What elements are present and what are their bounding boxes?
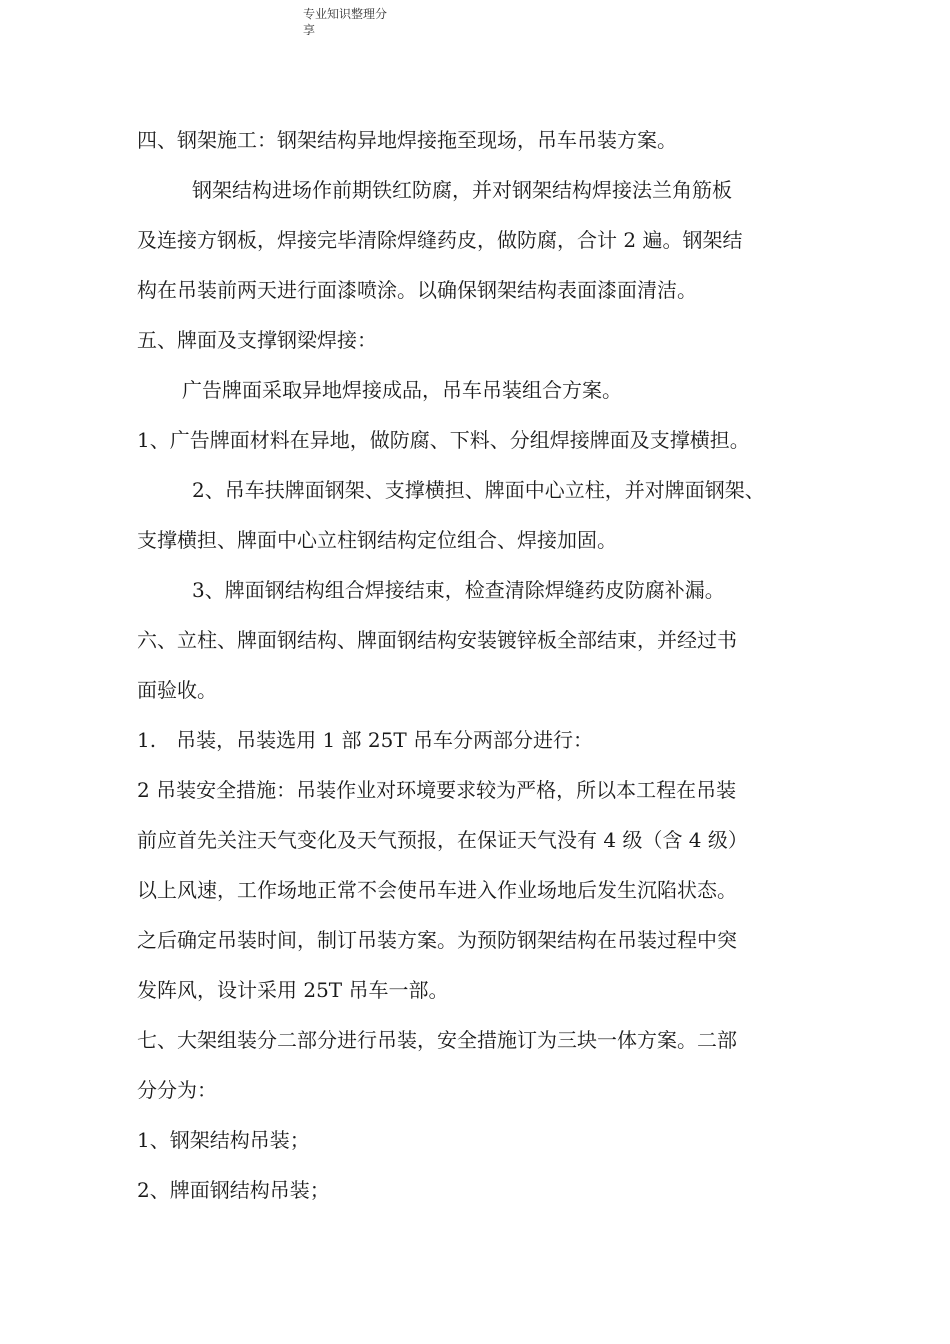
- paragraph-line: 面验收。: [137, 678, 217, 702]
- paragraph-line: 钢架结构进场作前期铁红防腐，并对钢架结构焊接法兰角筋板: [192, 178, 732, 202]
- list-item: 2 吊装安全措施：吊装作业对环境要求较为严格，所以本工程在吊装: [137, 778, 737, 802]
- list-item: 2、吊车扶牌面钢架、支撑横担、牌面中心立柱，并对牌面钢架、: [192, 478, 765, 502]
- list-item: 1、钢架结构吊装；: [137, 1128, 310, 1152]
- header-note: 专业知识整理分享: [303, 7, 388, 37]
- paragraph-line: 四、钢架施工：钢架结构异地焊接拖至现场，吊车吊装方案。: [137, 128, 677, 152]
- list-item: 1. 吊装，吊装选用 1 部 25T 吊车分两部分进行：: [137, 728, 594, 752]
- paragraph-line: 之后确定吊装时间，制订吊装方案。为预防钢架结构在吊装过程中突: [137, 928, 737, 952]
- paragraph-line: 及连接方钢板，焊接完毕清除焊缝药皮，做防腐，合计 2 遍。钢架结: [137, 228, 743, 252]
- section-heading: 六、立柱、牌面钢结构、牌面钢结构安装镀锌板全部结束，并经过书: [137, 628, 737, 652]
- paragraph-line: 以上风速，工作场地正常不会使吊车进入作业场地后发生沉陷状态。: [137, 878, 737, 902]
- section-heading: 七、大架组装分二部分进行吊装，安全措施订为三块一体方案。二部: [137, 1028, 737, 1052]
- section-heading: 五、牌面及支撑钢梁焊接：: [137, 328, 377, 352]
- list-item: 1、广告牌面材料在异地，做防腐、下料、分组焊接牌面及支撑横担。: [137, 428, 750, 452]
- list-item: 3、牌面钢结构组合焊接结束，检查清除焊缝药皮防腐补漏。: [192, 578, 725, 602]
- paragraph-line: 前应首先关注天气变化及天气预报，在保证天气没有 4 级（含 4 级）: [137, 828, 748, 852]
- list-item: 2、牌面钢结构吊装；: [137, 1178, 330, 1202]
- paragraph-line: 发阵风，设计采用 25T 吊车一部。: [137, 978, 449, 1002]
- paragraph-line: 支撑横担、牌面中心立柱钢结构定位组合、焊接加固。: [137, 528, 617, 552]
- paragraph-line: 构在吊装前两天进行面漆喷涂。以确保钢架结构表面漆面清洁。: [137, 278, 697, 302]
- paragraph-line: 广告牌面采取异地焊接成品，吊车吊装组合方案。: [182, 378, 622, 402]
- paragraph-line: 分分为：: [137, 1078, 217, 1102]
